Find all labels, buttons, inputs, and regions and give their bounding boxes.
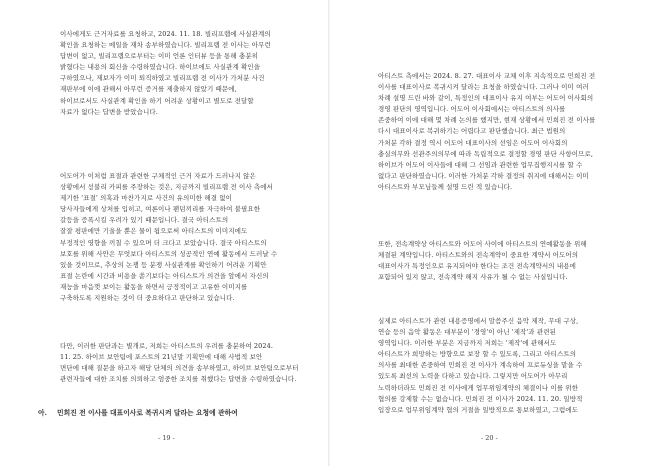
text-line: 당사자들에게 상처를 입히고, 여론이나 팬덤끼리를 자극하여 불필요한	[60, 205, 261, 214]
section-title: 민희진 전 이사를 대표이사로 복귀시켜 달라는 요청에 관하여	[57, 409, 238, 417]
paragraph	[60, 29, 271, 118]
text-line: 이사를 대표이사로 복귀시켜 달라는 요청을 하였습니다. 그러나 이미 여러	[378, 83, 589, 92]
text-line: 연습 등의 음악 활동은 대부분이 '경영'이 아닌 '제작'과 관련된	[378, 328, 556, 337]
text-line: 노력하더라도 민희진 전 이사에게 업무위임계약의 체결이나 이를 위한	[378, 383, 579, 392]
section-heading	[38, 407, 238, 417]
text-line: 가처분 각하 결정 역시 어도어 대표이사의 선임은 어도어 이사회의	[378, 138, 568, 147]
text-line: 표절 논란에 시간과 비용을 쏟기보다는 아티스트가 의견을 앞에서 자신의	[60, 271, 269, 280]
text-line: 경영 판단의 영역입니다. 어도어 이사회에서는 아티스트의 의사를	[378, 105, 566, 114]
text-line: 아티스트가 희망하는 방향으로 보장 할 수 있도록, 그리고 아티스트의	[378, 350, 577, 359]
text-line: 체결된 계약입니다. 아티스트와의 전속계약이 중요한 계약서 어도어의	[378, 251, 579, 260]
right-page	[330, 0, 658, 466]
text-line: 재판부에 이에 관해서 아무런 증거를 제출하지 않았기 때문에,	[60, 85, 237, 94]
text-line: 아티스트 측에서는 2024. 8. 27. 대표이사 교체 이후 지속적으로 민희진 전	[378, 72, 596, 80]
text-line: 밝혔다는 내용의 회신을 수령하였습니다. 하이브에도 사실관계 확인을	[60, 63, 261, 72]
paragraph	[60, 341, 299, 385]
paragraph	[378, 71, 594, 193]
page-number: - 20 -	[481, 434, 498, 442]
text-line: 제기한 '표절' 의혹과 마찬가지로 사건의 유의미한 해결 없이	[60, 194, 233, 203]
text-line: 자료가 없다는 답변을 받았습니다.	[60, 107, 158, 116]
text-line: 부정적인 영향을 끼칠 수 있으며 더 크다고 보았습니다. 결국 아티스트의	[60, 238, 267, 247]
text-line: 협의를 강제할 수는 없습니다. 민희진 전 이사가 2024. 11. 20. 일방적	[378, 394, 583, 403]
page-number: - 19 -	[158, 434, 175, 442]
text-line: 보호를 위해 사안은 무엇보다 아티스트의 성공적인 연예 활동에서 드러날 수	[60, 249, 278, 258]
paragraph	[378, 239, 594, 283]
text-line: 다만, 이러한 판단과는 별개로, 저희는 아티스트의 우려를 충분하여 2024.	[60, 342, 274, 350]
text-line: 대표이사가 특정인으로 유지되어야 한다는 조건 전속계약서의 내용에	[378, 262, 576, 271]
text-line: 하이브가 어도어 이사들에 대해 그 선임과 관련한 업무집행지시를 할 수	[378, 160, 583, 169]
text-line: 이사에게도 근거자료를 요청하고, 2024. 11. 18. 빌리프랩에 사실관계의	[60, 30, 271, 38]
text-line: 존중하여 이에 대해 몇 차례 논의를 했지만, 현재 상황에서 민희진 전 이사를	[378, 116, 596, 125]
text-line: 갈등을 증폭시킬 우려가 있기 때문입니다. 결국 아티스트의	[60, 216, 229, 225]
text-line: 재능을 마음껏 보이는 활동을 하면서 긍정적이고 고유한 이미지를	[60, 282, 248, 291]
text-line: 없다고 판단하였습니다. 이러한 가처분 각하 결정의 취지에 대해서는 이미	[378, 171, 589, 180]
text-line: 하이브로서도 사실관계 확인을 하기 어려운 상황이고 별도로 전달할	[60, 96, 254, 105]
text-line: 충실의무와 선관주의의무에 따라 독립적으로 결정할 경영 판단 사항이므로,	[378, 149, 594, 158]
text-line: 영역입니다. 이러한 부분은 지금까지 저희는 '제작'에 관해서도	[378, 339, 557, 348]
section-number: 아.	[38, 409, 47, 417]
text-line: 차례 설명 드린 바와 같이, 특정인의 대표이사 유지 여부는 어도어 이사회의	[378, 94, 594, 103]
text-line: 또한, 전속계약상 아티스트와 어도어 사이에 아티스트의 연예활동을 위해	[378, 240, 587, 248]
text-line: 어도어가 이처럼 표절과 관련한 구체적인 근거 자료가 드러나지 않은	[60, 172, 256, 180]
text-line: 구축하도록 지원하는 것이 더 중요하다고 판단하고 있습니다.	[60, 294, 235, 303]
text-line: 면단에 대해 질문을 하고자 해당 단체의 의견을 송부하였고, 하이브 보안팀으로부터	[60, 364, 299, 373]
text-line: 포함되어 있지 않고, 전속계약 해지 사유가 될 수 없는 사실입니다.	[378, 273, 568, 282]
text-line: 다시 대표이사로 복귀하기는 어렵다고 판단했습니다. 최근 법원의	[378, 127, 566, 136]
text-line: 답변이 없고, 빌리프랩으로부터는 이미 언론 인터뷰 등을 통해 충분히	[60, 52, 259, 61]
paragraph	[60, 171, 278, 304]
text-line: 확인을 요청하는 메일을 재차 송부하였습니다. 빌리프랩 전 이사는 아무런	[60, 41, 271, 50]
text-line: 아티스트와 부모님들께 설명 드린 적 있습니다.	[378, 182, 513, 191]
text-line: 실제로 아티스트가 관련 내용증명에서 말씀주신 음악 제작, 무대 구상,	[378, 317, 579, 325]
text-line: 입장으로 업무위임계약 협의 거절을 일방적으로 통보하였고, 그럼에도	[378, 405, 579, 414]
text-line: 의사를 최대한 존중하여 민희진 전 이사가 계속하여 프로듀싱을 맡을 수	[378, 361, 583, 370]
text-line: 잘잘 평판에만 기울을 뿐은 물이 됩으로써 아티스트의 이미지에도	[60, 227, 248, 236]
paragraph	[378, 316, 594, 416]
text-line: 상황에서 섣불리 카피를 주장하는 것은, 지금까지 빌리프랩 전 이사 측에서	[60, 183, 274, 192]
text-line: 관련자들에 대한 조치를 의뢰하고 엄중한 조치를 취했다는 답변을 수령하였습니다.	[60, 375, 297, 384]
text-line: 있도록 최선의 노력을 다하고 있습니다. 그렇지만 어도어가 아무리	[378, 372, 568, 381]
text-line: 구하였으나, 제보자가 이미 퇴직하였고 빌리프랩 전 이사가 가처분 사건	[60, 74, 265, 83]
text-line: 있을 것이므로, 추상의 논쟁 등 분쟁 사실관계를 확인하기 어려운 기획안	[60, 260, 267, 269]
text-line: 11. 25. 하이브 보안팀에 포스트의 21년말 기획안에 대해 사법적 보안	[60, 353, 263, 362]
